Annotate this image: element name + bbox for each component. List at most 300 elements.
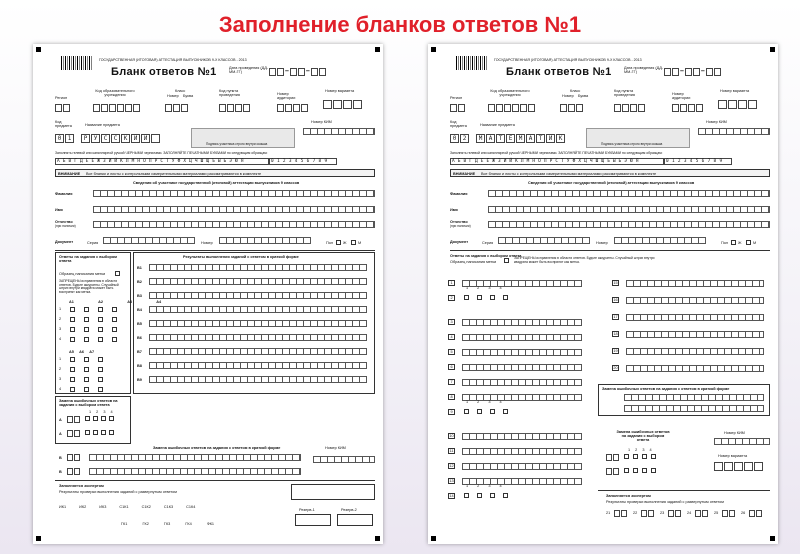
class-number-label: Номер [562,94,574,98]
date-field[interactable]: – – [664,68,721,76]
replace-choice-header: Замена ошибочных ответов на задания с выбором ответа [616,430,670,443]
choice-checkbox[interactable] [464,295,469,300]
answer-field[interactable] [462,433,582,440]
male-label: М [358,241,362,245]
kim-field[interactable] [698,128,770,135]
gk-label: ФК1 [206,522,215,526]
region-field[interactable] [55,104,70,112]
surname-label: Фамилия [450,192,468,196]
score-label: 21 [606,511,611,515]
score-cell[interactable] [702,510,708,517]
short-row-label: В2 [137,280,142,284]
answer-field[interactable] [462,463,582,470]
warning-label: ВНИМАНИЕ [58,171,81,176]
choice-checkbox[interactable] [503,493,508,498]
answer-row-number: 20 [613,366,618,370]
region-field[interactable] [450,104,465,112]
choice-col-labels: 1 2 3 4 [466,400,502,404]
patronymic-field[interactable] [488,221,770,228]
corner-marker [36,536,41,541]
form-title: Бланк ответов №1 [506,66,612,78]
short-row-label: В1 [137,266,142,270]
number-label: Номер [596,241,608,245]
patronymic-field[interactable] [93,221,375,228]
score-cell[interactable] [722,510,728,517]
choice-col-label: А6 [79,350,84,354]
edu-code-field[interactable] [93,104,140,112]
answer-row-number: 8 [448,394,455,400]
choice-header: Ответы на задания с выбором ответа [59,255,117,264]
reserve2-box [337,514,373,526]
barcode [61,56,93,70]
gender-label: Пол [326,241,333,245]
score-cell[interactable] [749,510,755,517]
short-row-label: В6 [137,336,142,340]
gender-female-checkbox[interactable] [336,240,341,245]
answer-field[interactable] [462,334,582,341]
ik-label: С1К1 [119,505,129,509]
gender-male-checkbox[interactable] [351,240,356,245]
variant-field[interactable] [718,100,757,109]
answer-field[interactable] [462,364,582,371]
expert-results: Результаты проверки выполнения заданий с развернутым ответом [606,500,724,504]
variant-label-bottom: Номер варианта [718,454,748,458]
choice-col-label: А3 [127,300,133,304]
corner-marker [770,536,775,541]
variant-field[interactable] [323,100,362,109]
number-field[interactable] [614,237,706,244]
surname-field[interactable] [93,190,375,197]
short-answer-field[interactable] [149,306,367,313]
replace-choice-header: Замена ошибочных ответов на задания с выбором ответа [59,399,118,408]
short-row-label: В4 [137,308,142,312]
name-label: Имя [55,208,63,212]
warning-text: Все бланки и листы с контрольными измерительными материалами рассматриваются в комплекте [481,171,657,176]
short-answer-field[interactable] [149,292,367,299]
subject-code-field[interactable] [55,134,74,143]
kim-label: Номер КИМ [311,120,332,124]
participant-header: Сведения об участнике государственной (итоговой) аттестации выпускников 9 классов [133,181,300,185]
edu-code-label: Код образовательного учреждения [490,89,530,98]
reserve2-label: Резерв-2 [341,508,357,512]
short-row-label: В3 [137,294,142,298]
surname-field[interactable] [488,190,770,197]
answer-row-number: 3 [448,319,455,325]
row-label: 3 [59,377,62,381]
short-answer-field[interactable] [149,264,367,271]
score-cell[interactable] [648,510,654,517]
point-code-label: Код пункта проведения [219,89,240,98]
subject-name-label: Название предмета [85,123,120,127]
expert-label: Заполняется экспертом [606,494,651,498]
divider [55,250,375,251]
answer-field[interactable] [626,314,764,321]
row-label: 1 [59,357,62,361]
score-label: 22 [633,511,638,515]
score-cell[interactable] [729,510,735,517]
subject-code-field[interactable] [450,134,469,143]
row-label: 1 [59,307,62,311]
subject-letter: С [101,134,110,143]
replace-choice-row[interactable] [606,468,656,475]
class-number-label: Номер [167,94,179,98]
subject-letter: М [516,134,525,143]
kim-field[interactable] [303,128,375,135]
score-cell[interactable] [641,510,647,517]
choice-col-labels: 1 2 3 4 [466,286,502,290]
date-label: Дата проведения (ДД-ММ-ГГ) [229,66,269,75]
choice-checkbox[interactable] [490,493,495,498]
divider [55,480,375,481]
subject-letter: А [486,134,495,143]
name-label: Имя [450,208,458,212]
gk-label: ГК4 [185,522,192,526]
slide-title: Заполнение бланков ответов №1 [218,12,582,37]
instruction: Заполнять гелевой или капиллярной ручкой ЧЕРНЫМИ чернилами. ЗАПОЛНЯЙТЕ ПЕЧАТНЫМИ БУКВАМИ по следующим образцам: [450,151,663,155]
answer-row-number: 13 [449,479,454,483]
answer-field[interactable] [462,319,582,326]
answer-field[interactable] [626,348,764,355]
choice-checkbox[interactable] [464,409,469,414]
gender-female-checkbox[interactable] [731,240,736,245]
participant-header: Сведения об участнике государственной (итоговой) аттестации выпускников 9 классов [528,181,695,185]
barcode [456,56,488,70]
ik-label: ИК3 [99,505,107,509]
ik-label: ИК1 [59,505,67,509]
answer-row-number: 1 [448,280,455,286]
choice-checkbox[interactable] [464,493,469,498]
answer-field[interactable] [462,379,582,386]
divider [598,490,770,491]
row-label: 4 [59,337,62,341]
region-label: Регион [55,96,68,100]
female-label: Ж [738,241,742,245]
replace-choice-row[interactable] [606,454,656,461]
replace-short-field[interactable] [624,405,764,412]
answer-row-number: 18 [613,332,618,336]
class-label: Класс [175,89,186,93]
replace-b-label: В [59,456,62,460]
row-label: 3 [59,327,62,331]
sample-letters: АБВГДЕЁЖЗИЙКЛМНОПРСТУФХЦЧШЩЪЫЬЭЮЯ [450,158,664,165]
subject-code-cell: 0 [450,134,459,143]
answers-column-left [448,280,598,530]
forbidden-note: ЗАПРЕЩЕНЫ исправления в области ответов. Будьте аккуратны. Случайный штрих внутри квадрата может быть воспринят как метка. [514,256,655,264]
corner-marker [431,536,436,541]
series-field[interactable] [103,237,195,244]
choice-checkbox[interactable] [490,295,495,300]
replace-row-label: А [59,432,62,436]
subject-letter: Р [81,134,90,143]
subject-letter: Й [141,134,150,143]
room-label: Номер аудитории [672,92,691,101]
variant-label: Номер варианта [720,89,750,93]
answer-row-number: 11 [449,449,454,453]
score-cell[interactable] [756,510,762,517]
document-label: Документ [55,240,74,244]
exam-header: ГОСУДАРСТВЕННАЯ (ИТОГОВАЯ) АТТЕСТАЦИЯ ВЫПУСКНИКОВ 9-Х КЛАССОВ - 2013 [494,58,642,62]
replace-b-num[interactable] [67,454,80,461]
short-answer-field[interactable] [149,334,367,341]
name-field[interactable] [488,206,770,213]
answer-sheet-russian [33,44,383,544]
room-field[interactable] [672,104,703,112]
short-answer-field[interactable] [149,376,367,383]
choice-checkbox[interactable] [477,409,482,414]
subject-letter: У [91,134,100,143]
answer-row-number: 14 [449,494,454,498]
answer-row-number: 7 [448,379,455,385]
answer-row-number: 10 [449,434,454,438]
replace-short-field[interactable] [89,468,301,475]
choice-checkbox[interactable] [503,409,508,414]
replace-b-num[interactable] [67,468,80,475]
short-answer-field[interactable] [149,348,367,355]
series-label: Серия [87,241,99,245]
short-row-label: В7 [137,350,142,354]
gk-label: ГК1 [121,522,128,526]
ik-label: С1К2 [141,505,151,509]
answer-row-number: 16 [613,298,618,302]
warning-bar [450,169,770,177]
replace-cols: 1 2 3 4 [628,448,652,452]
subject-letter: С [111,134,120,143]
warning-label: ВНИМАНИЕ [453,171,476,176]
replace-short-field[interactable] [89,454,301,461]
forbidden-note: ЗАПРЕЩЕНЫ исправления в области ответов. Будьте аккуратны. Случайный штрих внутри квадрата может быть воспринят как метка. [59,279,119,294]
ik-row [59,505,195,509]
variant-label: Номер варианта [325,89,355,93]
patronymic-note: (при наличии) [450,224,471,228]
corner-marker [375,47,380,52]
answer-row-number: 19 [613,349,618,353]
instruction: Заполнять гелевой или капиллярной ручкой ЧЕРНЫМИ чернилами. ЗАПОЛНЯЙТЕ ПЕЧАТНЫМИ БУКВАМИ по следующим образцам: [55,151,268,155]
female-label: Ж [343,241,347,245]
sample-digits: 0123456789 [664,158,732,165]
score-label: 25 [714,511,719,515]
subject-code-label: Код предмета [55,120,72,129]
reserve1-label: Резерв-1 [299,508,315,512]
series-label: Серия [482,241,494,245]
answer-row-number: 6 [448,364,455,370]
edu-code-field[interactable] [488,104,535,112]
choice-col-label: А7 [89,350,95,354]
expert-kim-box [291,484,375,500]
sample-characters [55,158,337,165]
corner-marker [375,536,380,541]
replace-choice-row[interactable] [67,430,114,437]
ik-label: С1К4 [186,505,196,509]
male-label: М [753,241,757,245]
choice-col-label: А1 [69,300,74,304]
answer-field[interactable] [626,331,764,338]
score-cell[interactable] [621,510,627,517]
mark-sample-label: Образец написания метки [59,272,106,276]
score-cell[interactable] [614,510,620,517]
edu-code-label: Код образовательного учреждения [95,89,135,98]
score-cell[interactable] [668,510,674,517]
subject-letter: Т [496,134,505,143]
choice-col-label: А5 [69,350,74,354]
choice-col-labels: 1 2 3 4 [466,484,502,488]
kim-field-bottom[interactable] [714,438,770,445]
short-answer-field[interactable] [149,278,367,285]
answer-field[interactable] [462,349,582,356]
choice-col-label: А2 [98,300,103,304]
divider [450,250,770,251]
short-answer-field[interactable] [149,362,367,369]
gender-male-checkbox[interactable] [746,240,751,245]
signature-box[interactable] [586,128,690,148]
replace-short-header: Замена ошибочных ответов на задания с ответом в краткой форме [602,387,730,391]
sample-digits: 0123456789 [269,158,337,165]
answer-row-number: 15 [613,281,618,285]
subject-letter: К [121,134,130,143]
point-code-label: Код пункта проведения [614,89,635,98]
gk-label: ГК2 [142,522,149,526]
subject-name-field[interactable] [476,134,565,143]
short-answer-field[interactable] [149,320,367,327]
subject-code-cell: 2 [460,134,469,143]
variant-field-bottom[interactable] [714,462,763,471]
row-label: 4 [59,387,62,391]
replace-cols: 1 2 3 4 [89,410,113,414]
point-code-field[interactable] [219,104,250,112]
number-field[interactable] [219,237,311,244]
answer-field[interactable] [626,297,764,304]
mark-sample-label: Образец написания метки [450,260,497,264]
class-field[interactable] [165,104,188,112]
name-field[interactable] [93,206,375,213]
subject-letter: И [131,134,140,143]
short-header: Результаты выполнения заданий с ответом в краткой форме [183,255,299,259]
gender-label: Пол [721,241,728,245]
kim-label: Номер КИМ [706,120,727,124]
signature-box[interactable] [191,128,295,148]
series-field[interactable] [498,237,590,244]
short-row-label: В5 [137,322,142,326]
mark-sample-box [504,258,509,263]
subject-code-label: Код предмета [450,120,467,129]
answers-column-right [612,280,772,390]
answer-sheet-math [428,44,778,544]
score-label: 23 [660,511,665,515]
score-cell[interactable] [695,510,701,517]
choice-col-label: А4 [156,300,162,304]
sample-characters [450,158,732,165]
form-title: Бланк ответов №1 [111,66,217,78]
subject-letter: К [556,134,565,143]
room-field[interactable] [277,104,308,112]
replace-short-header: Замена ошибочных ответов на задания с ответом в краткой форме [153,446,281,450]
choice-cols-bottom [69,350,94,354]
ik-label: ИК2 [79,505,87,509]
subject-letter: М [476,134,485,143]
patronymic-label: Отчество [450,220,468,224]
answer-field[interactable] [626,280,764,287]
score-label: 24 [687,511,692,515]
answer-row-number: 12 [449,464,454,468]
kim-label-bottom: Номер КИМ [325,446,346,450]
subject-letter: Т [536,134,545,143]
class-field[interactable] [560,104,583,112]
gk-row [121,522,214,526]
choice-header: Ответы на задания с выбором ответа [450,254,522,258]
subject-letter: И [546,134,555,143]
expert-score-row[interactable] [606,510,772,520]
subject-letter: А [526,134,535,143]
date-label: Дата проведения (ДД-ММ-ГГ) [624,66,664,75]
ik-label: С1К3 [163,505,174,509]
subject-letter: Е [506,134,515,143]
sample-letters: АБВГДЕЁЖЗИЙКЛМНОПРСТУФХЦЧШЩЪЫЬЭЮЯ [55,158,269,165]
replace-b-label: В [59,470,62,474]
warning-bar [55,169,375,177]
score-cell[interactable] [675,510,681,517]
region-label: Регион [450,96,463,100]
answer-row-number: 9 [448,409,455,415]
corner-marker [431,47,436,52]
answer-field[interactable] [462,448,582,455]
gk-label: ГК3 [163,522,171,526]
choice-checkbox[interactable] [490,409,495,414]
answer-row-number: 17 [613,315,618,319]
signature-note: Подпись участника строго внутри окошка [206,142,268,146]
mark-sample-box [115,271,120,276]
exam-header: ГОСУДАРСТВЕННАЯ (ИТОГОВАЯ) АТТЕСТАЦИЯ ВЫПУСКНИКОВ 9-Х КЛАССОВ - 2013 [99,58,247,62]
class-letter-label: Буква [578,94,589,98]
warning-text: Все бланки и листы с контрольными измерительными материалами рассматриваются в комплекте [86,171,262,176]
kim-field-bottom[interactable] [313,456,375,463]
patronymic-label: Отчество [55,220,73,224]
score-label: 26 [741,511,746,515]
subject-code-cell: 0 [55,134,64,143]
short-row-label: В9 [137,378,142,382]
choice-checkbox[interactable] [477,493,482,498]
replace-short-field[interactable] [624,394,764,401]
corner-marker [770,47,775,52]
date-field[interactable]: – – [269,68,326,76]
kim-label-bottom: Номер КИМ [724,431,745,435]
answer-field[interactable] [626,365,764,372]
subject-name-field[interactable] [81,134,160,143]
point-code-field[interactable] [614,104,645,112]
corner-marker [36,47,41,52]
surname-label: Фамилия [55,192,73,196]
answer-row-number: 5 [448,349,455,355]
number-label: Номер [201,241,213,245]
row-label: 2 [59,317,62,321]
short-row-label: В8 [137,364,142,368]
patronymic-note: (при наличии) [55,224,76,228]
replace-row-label: А [59,418,62,422]
answer-row-number: 4 [448,334,455,340]
replace-choice-row[interactable] [67,416,114,423]
row-label: 2 [59,367,62,371]
class-label: Класс [570,89,581,93]
choice-checkbox[interactable] [503,295,508,300]
subject-name-label: Название предмета [480,123,515,127]
room-label: Номер аудитории [277,92,296,101]
choice-checkbox[interactable] [477,295,482,300]
signature-note: Подпись участника строго внутри окошка [601,142,663,146]
document-label: Документ [450,240,469,244]
reserve1-box [295,514,331,526]
answer-row-number: 2 [448,295,455,301]
class-letter-label: Буква [183,94,194,98]
expert-results: Результаты проверки выполнения заданий с развернутым ответом [59,490,177,494]
subject-code-cell: 1 [65,134,74,143]
